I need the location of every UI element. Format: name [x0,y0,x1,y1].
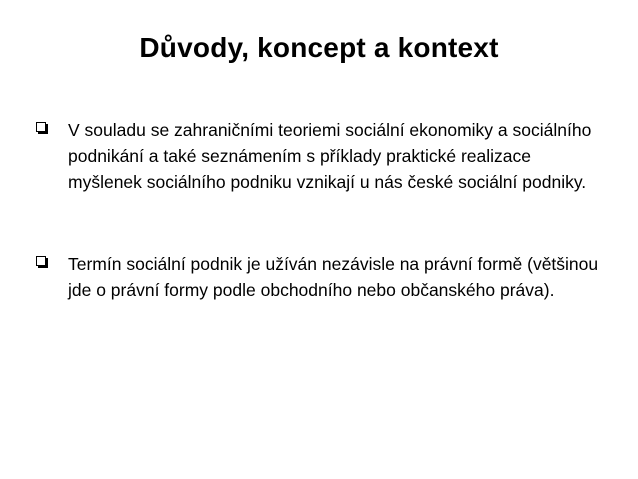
bullet-text: Termín sociální podnik je užíván nezávisle na právní formě (většinou jde o právní formy podle obchodního nebo občanského práva). [68,254,599,300]
list-item [36,251,606,303]
square-bullet-icon [36,122,46,132]
slide-title: Důvody, koncept a kontext [139,32,499,63]
square-bullet-icon [36,256,46,266]
bullet-text: V souladu se zahraničními teoriemi sociální ekonomiky a sociálního podnikání a také seznámením s příklady praktické realizace myšlenek sociálního podniku vznikají u nás české sociální podniky. [68,120,592,192]
list-item [36,117,606,195]
bullet-list [36,117,606,303]
